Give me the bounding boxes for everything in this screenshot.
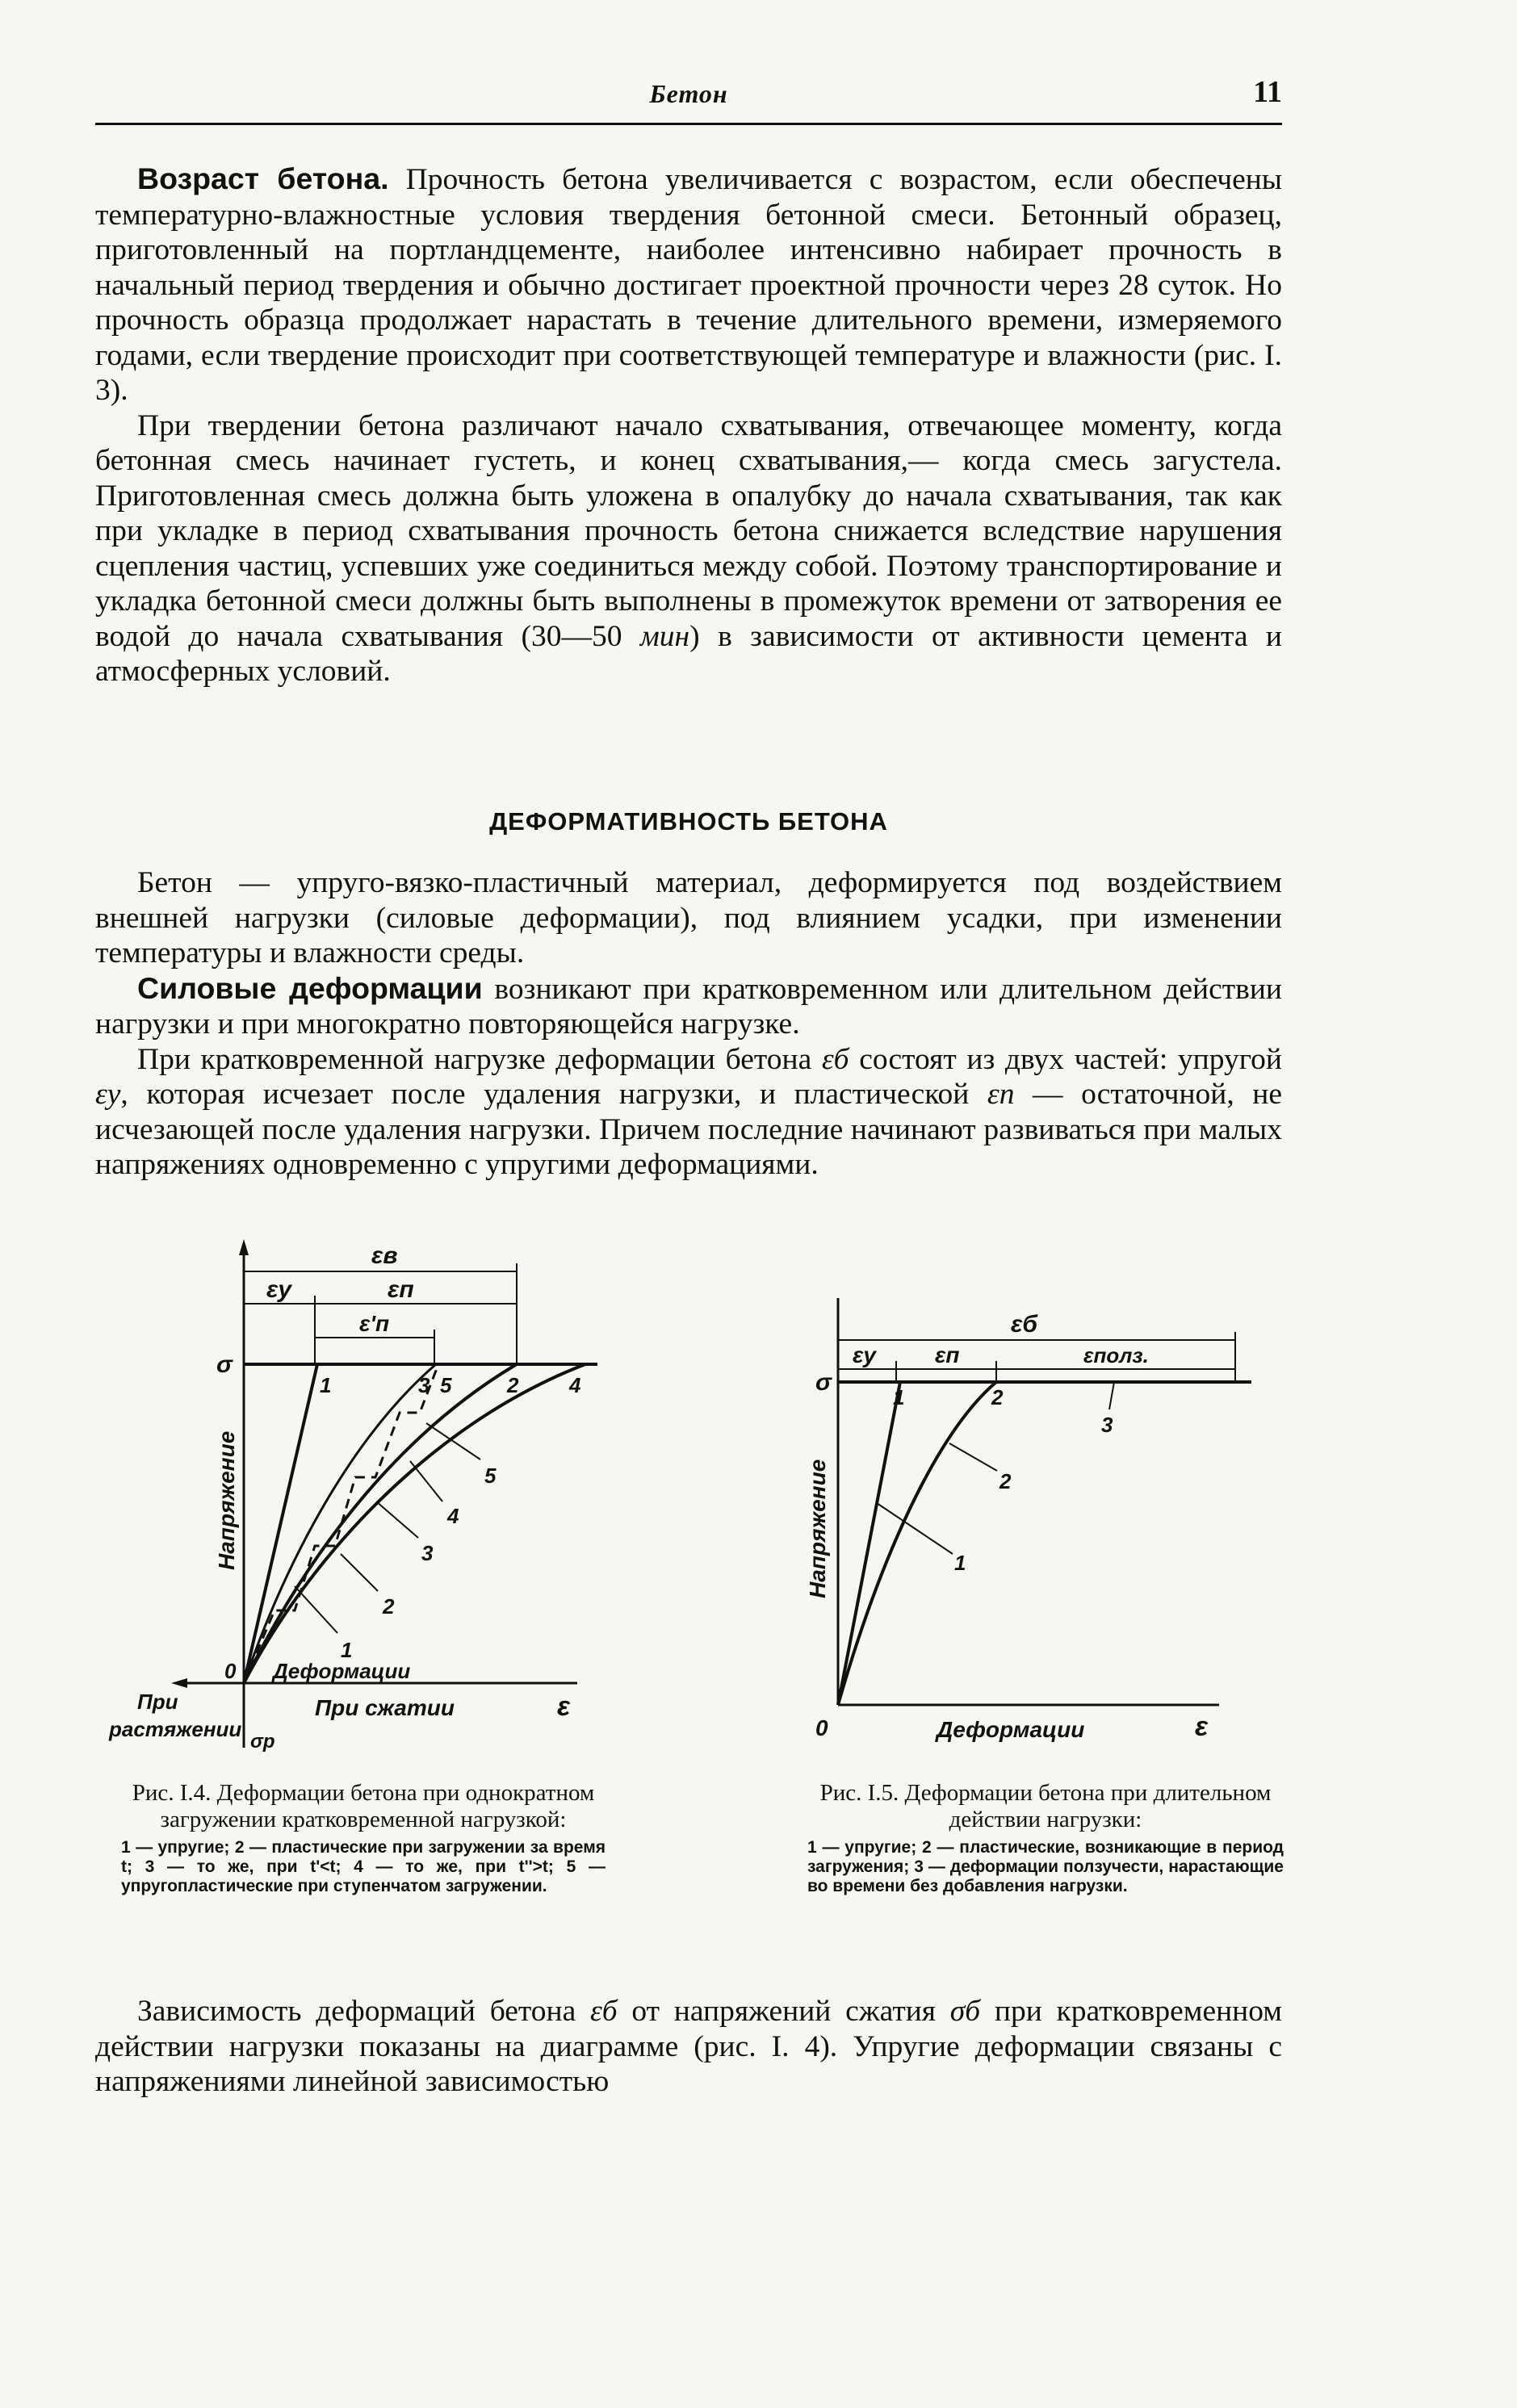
label-eps-y: εу <box>853 1342 876 1367</box>
curve-label-5: 5 <box>484 1464 497 1488</box>
curve-label-2: 2 <box>383 1594 395 1619</box>
paragraph-text: при кратковременном действии нагрузки показаны на диаграмме (рис. I. 4). Упругие деформации связаны с напряжениями линейной зависимостью <box>95 1995 1282 2098</box>
paragraph-text: Прочность бетона увеличивается с возрастом, если обеспечены температурно-влажностные условия твердения бетонной смеси. Бетонный образец, приготовленный на портландцементе, наиболее интенсивно набирает прочность в начальный период твердения и обычно достигает проектной прочности через 28 суток. Но прочность образца продолжает нарастать в течение длительного времени, измеряемого годами, если твердение происходит при соответствующей температуре и влажности (рис. I. 3). <box>95 163 1282 407</box>
caption-legend: 1 — упругие; 2 — пластические, возникающие в период загружения; 3 — деформации ползучести, нарастающие во времени без добавления нагрузки. <box>807 1838 1284 1895</box>
section-heading: ДЕФОРМАТИВНОСТЬ БЕТОНА <box>489 807 888 835</box>
label-eps-n-prime: ε'п <box>359 1311 390 1336</box>
label-stress: Напряжение <box>805 1459 830 1598</box>
label-sigma-p: σр <box>250 1731 275 1753</box>
top-label-2: 2 <box>991 1385 1004 1409</box>
paragraph-age <box>95 161 1282 408</box>
curve-2-plastic <box>838 1382 996 1705</box>
section-diagram-text <box>95 1994 1282 2100</box>
figure-1-5 <box>799 1292 1284 1744</box>
figure-1-4 <box>109 1231 622 1764</box>
label-sigma: σ <box>216 1351 233 1378</box>
label-eps-n: εп <box>388 1276 414 1303</box>
label-stress: Напряжение <box>214 1430 239 1570</box>
label-deformations: Деформации <box>937 1717 1085 1742</box>
caption-title: Рис. I.5. Деформации бетона при длительном действии нагрузки: <box>819 1780 1272 1832</box>
label-tension-1: При <box>137 1690 178 1714</box>
figure-1-4-caption <box>121 1780 606 1896</box>
symbol-eps-n: εп <box>987 1078 1015 1111</box>
figure-1-5-caption <box>807 1780 1284 1896</box>
caption-title: Рис. I.4. Деформации бетона при однократном загружении кратковременной нагрузкой: <box>132 1780 595 1832</box>
figure-1-5-diagram <box>799 1292 1284 1744</box>
running-title: Бетон <box>649 79 728 108</box>
paragraph-text: возникают при кратковременном или длительном действии нагрузки и при многократно повторяющейся нагрузке. <box>95 972 1283 1041</box>
paragraph-text: состоят из двух частей: упругой <box>849 1042 1283 1076</box>
paragraph-force-deformations <box>95 971 1282 1042</box>
top-label-4: 4 <box>569 1373 581 1397</box>
paragraph-text: При твердении бетона различают начало схватывания, отвечающее моменту, когда бетонная смесь начинает густеть, и конец схватывания,— когда смесь загустела. Приготовленная смесь должна быть уложена в опалубку до начала схватывания, так как при укладке в период схватывания прочность бетона снижается вследствие нарушения сцепления частиц, успевших уже соединиться между собой. Поэтому транспортирование и укладка бетонной смеси должны быть выполнены в промежуток времени от затворения ее водой до начала схватывания (30—50 <box>95 408 1282 653</box>
label-zero: 0 <box>224 1659 237 1683</box>
curve-2-plastic <box>244 1364 517 1683</box>
section-deformability <box>95 865 1282 1183</box>
symbol-eps-y: εу <box>95 1078 121 1111</box>
label-sigma: σ <box>815 1369 832 1396</box>
label-eps-axis: ε <box>1195 1711 1209 1742</box>
paragraph-lead: Силовые деформации <box>137 970 483 1005</box>
paragraph-setting <box>95 408 1282 689</box>
label-eps-axis: ε <box>557 1691 571 1722</box>
figure-1-4-diagram <box>109 1231 622 1764</box>
paragraph-text: от напряжений сжатия <box>617 1995 950 2028</box>
label-eps-b: εб <box>1011 1311 1037 1338</box>
curve-label-4: 4 <box>447 1504 459 1528</box>
section-age-of-concrete <box>95 161 1282 689</box>
curve-label-2: 2 <box>999 1469 1012 1493</box>
curve-label-3: 3 <box>421 1541 434 1565</box>
label-eps-creep: εполз. <box>1083 1343 1149 1367</box>
label-compression: При сжатии <box>315 1695 455 1720</box>
symbol-eps-b: εб <box>821 1042 849 1076</box>
label-tension-2: растяжении <box>109 1717 242 1741</box>
caption-legend: 1 — упругие; 2 — пластические при загружении за время t; 3 — то же, при t'<t; 4 — то же, при t''>t; 5 — упругопластические при ступенчатом загружении. <box>121 1838 606 1895</box>
paragraph-short-load <box>95 1042 1282 1183</box>
paragraph-text: — остаточной, не исчезающей после удаления нагрузки. Причем последние начинают развиваться при малых напряжениях одновременно с упругими деформациями. <box>95 1078 1283 1181</box>
unit-min: мин <box>639 619 690 653</box>
top-label-5: 5 <box>440 1373 452 1397</box>
label-zero: 0 <box>815 1715 828 1740</box>
paragraph-dependency <box>95 1994 1282 2100</box>
paragraph-lead: Возраст бетона. <box>137 161 389 195</box>
paragraph-text: ) в зависимости от активности цемента и атмосферных условий. <box>95 619 1282 688</box>
label-eps-n: εп <box>935 1342 960 1367</box>
curve-1-elastic <box>244 1364 317 1683</box>
curve-label-1: 1 <box>341 1638 353 1662</box>
top-label-2: 2 <box>507 1373 519 1397</box>
paragraph-text: При кратковременной нагрузке деформации бетона <box>137 1042 822 1076</box>
paragraph-text: , которая исчезает после удаления нагрузки, и пластической <box>120 1078 987 1111</box>
paragraph-material: Бетон — упруго-вязко-пластичный материал, деформируется под воздействием внешней нагрузки (силовые деформации), под влиянием усадки, при изменении температуры и влажности среды. <box>95 866 1282 969</box>
label-eps-b: εв <box>371 1242 398 1269</box>
symbol-eps-b: εб <box>590 1995 618 2028</box>
label-eps-y: εу <box>266 1276 292 1303</box>
paragraph-text: Зависимость деформаций бетона <box>137 1995 591 2028</box>
top-label-3: 3 <box>418 1373 430 1397</box>
curve-label-1: 1 <box>954 1551 966 1575</box>
top-label-1: 1 <box>893 1385 905 1409</box>
label-deformations: Деформации <box>273 1659 411 1683</box>
curve-1-elastic <box>838 1382 900 1705</box>
curve-label-3: 3 <box>1101 1413 1113 1437</box>
page-number: 11 <box>1253 75 1282 109</box>
page-header <box>95 74 1282 125</box>
symbol-sigma-b: σб <box>949 1995 981 2028</box>
top-label-1: 1 <box>320 1373 332 1397</box>
